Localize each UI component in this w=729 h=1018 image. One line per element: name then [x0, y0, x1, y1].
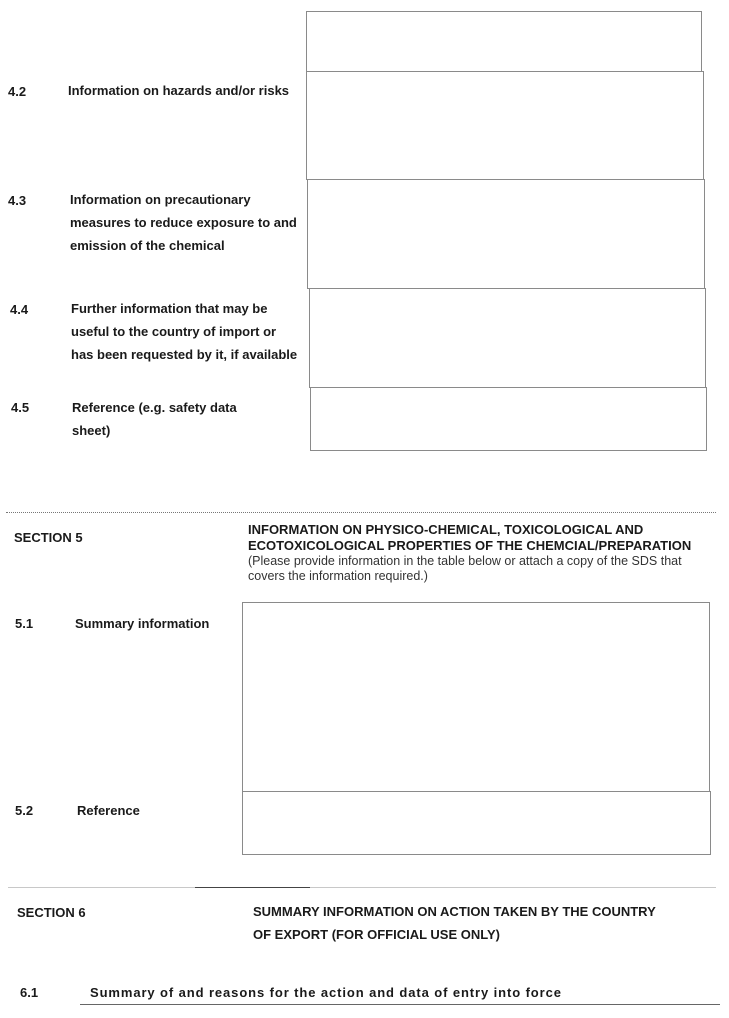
section-5-label: SECTION 5 — [14, 530, 83, 545]
field-4-3-box[interactable] — [307, 179, 705, 289]
section-divider — [8, 887, 716, 888]
row-label-4-4: Further information that may be useful to the country of import or has been requested by it, if available — [71, 301, 298, 362]
row-label-6-1: Summary of and reasons for the action and data of entry into force — [90, 985, 562, 1000]
row-label-4-2: Information on hazards and/or risks — [68, 83, 290, 98]
row-label-4-5: Reference (e.g. safety data sheet) — [72, 400, 237, 438]
section-6-heading: SUMMARY INFORMATION ON ACTION TAKEN BY THE COUNTRY OF EXPORT (FOR OFFICIAL USE ONLY) — [253, 904, 656, 942]
row-label-4-3: Information on precautionary measures to reduce exposure to and emission of the chemical — [70, 192, 297, 253]
answer-line-6-1[interactable] — [80, 1004, 720, 1005]
section-divider-accent — [195, 887, 310, 888]
section-6-label: SECTION 6 — [17, 905, 86, 920]
section-5-heading: INFORMATION ON PHYSICO-CHEMICAL, TOXICOLOGICAL AND ECOTOXICOLOGICAL PROPERTIES OF THE CHEMCIAL/PREPARATION — [248, 522, 692, 553]
field-5-1-box[interactable] — [242, 602, 710, 792]
field-4-4-box[interactable] — [309, 288, 706, 388]
row-number-5-1: 5.1 — [15, 616, 34, 631]
field-4-2-box[interactable] — [306, 71, 704, 180]
field-4-1-box[interactable] — [306, 11, 702, 72]
row-label-5-2: Reference — [77, 803, 140, 818]
section-5-note: (Please provide information in the table below or attach a copy of the SDS that covers the information required.) — [248, 554, 682, 583]
field-4-5-box[interactable] — [310, 387, 707, 451]
row-number-4-5: 4.5 — [11, 400, 30, 415]
row-number-5-2: 5.2 — [15, 803, 34, 818]
field-5-2-box[interactable] — [242, 791, 711, 855]
row-number-4-4: 4.4 — [10, 302, 29, 317]
row-number-6-1: 6.1 — [20, 985, 39, 1000]
section-5-heading-block — [248, 522, 708, 584]
row-number-4-3: 4.3 — [8, 193, 27, 208]
row-number-4-2: 4.2 — [8, 84, 27, 99]
row-label-5-1: Summary information — [75, 616, 210, 631]
section-divider — [6, 512, 716, 513]
